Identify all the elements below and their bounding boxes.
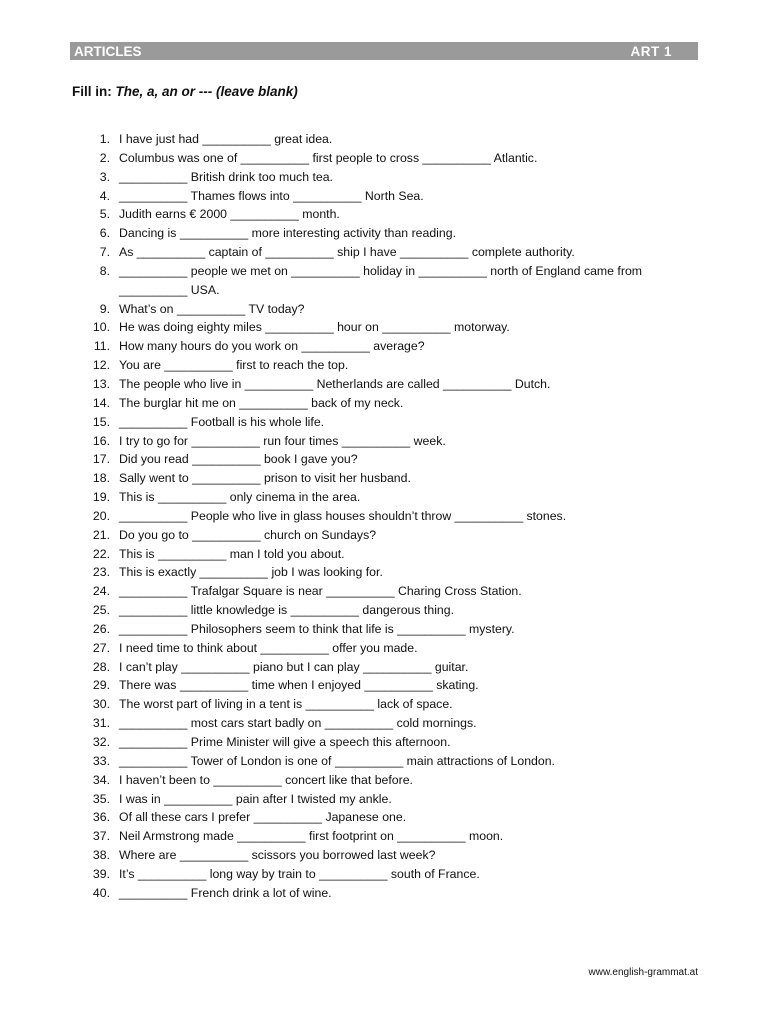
list-item (80, 469, 700, 488)
item-text: This is __________ only cinema in the area. (119, 490, 361, 505)
list-item (80, 733, 700, 752)
item-text: This is exactly __________ job I was looking for. (119, 565, 383, 580)
list-item (80, 846, 700, 865)
item-text: __________ most cars start badly on __________ cold mornings. (119, 716, 477, 731)
item-number: 24. (92, 584, 110, 599)
list-item (80, 752, 700, 771)
item-text: __________ People who live in glass houses shouldn’t throw __________ stones. (119, 508, 567, 523)
list-item (80, 771, 700, 790)
item-number: 20. (92, 508, 110, 523)
item-number: 40. (92, 885, 110, 900)
item-text: __________ Trafalgar Square is near __________ Charing Cross Station. (119, 584, 522, 599)
item-number: 36. (92, 810, 110, 825)
item-text: What’s on __________ TV today? (119, 301, 305, 316)
list-item (80, 375, 700, 394)
instruction-emphasis: The, a, an or --- (leave blank) (115, 84, 298, 99)
list-item (80, 356, 700, 375)
item-text: Sally went to __________ prison to visit her husband. (119, 471, 411, 486)
item-text: He was doing eighty miles __________ hour on __________ motorway. (119, 320, 510, 335)
item-number: 5. (99, 207, 110, 222)
item-number: 31. (92, 716, 110, 731)
item-text: Neil Armstrong made __________ first footprint on __________ moon. (119, 829, 504, 844)
item-number: 1. (99, 132, 110, 146)
item-number: 29. (92, 678, 110, 693)
item-text: __________ people we met on __________ holiday in __________ north of England came from __________ USA. (119, 263, 643, 297)
list-item (80, 149, 700, 168)
item-number: 13. (92, 376, 110, 391)
item-number: 12. (92, 358, 110, 373)
item-number: 39. (92, 866, 110, 881)
list-item (80, 714, 700, 733)
list-item (80, 676, 700, 695)
item-number: 30. (92, 697, 110, 712)
item-text: Dancing is __________ more interesting activity than reading. (119, 226, 457, 241)
list-item (80, 488, 700, 507)
item-text: __________ little knowledge is __________ dangerous thing. (119, 603, 455, 618)
list-item (80, 507, 700, 526)
item-number: 16. (92, 433, 110, 448)
list-item (80, 790, 700, 809)
list-item (80, 243, 700, 262)
list-item (80, 262, 700, 300)
list-item (80, 168, 700, 187)
item-number: 15. (92, 414, 110, 429)
item-text: __________ Thames flows into __________ North Sea. (119, 188, 424, 203)
list-item (80, 827, 700, 846)
item-number: 8. (99, 263, 110, 278)
list-item (80, 884, 700, 903)
item-number: 35. (92, 791, 110, 806)
list-item (80, 432, 700, 451)
item-text: This is __________ man I told you about. (119, 546, 345, 561)
item-number: 32. (92, 735, 110, 749)
item-number: 4. (99, 188, 110, 203)
list-item (80, 865, 700, 884)
item-number: 33. (92, 753, 110, 768)
item-number: 21. (92, 527, 110, 542)
item-text: __________ Tower of London is one of __________ main attractions of London. (119, 753, 555, 768)
footer-url: www.english-grammat.at (588, 967, 698, 978)
header-bar (70, 42, 698, 60)
list-item (80, 300, 700, 319)
item-number: 27. (92, 640, 110, 655)
list-item (80, 413, 700, 432)
item-number: 7. (99, 245, 110, 260)
item-text: The burglar hit me on __________ back of my neck. (119, 395, 404, 410)
list-item (80, 563, 700, 582)
item-number: 34. (92, 772, 110, 787)
item-number: 22. (92, 546, 110, 561)
item-text: Columbus was one of __________ first people to cross __________ Atlantic. (119, 150, 538, 165)
item-text: __________ British drink too much tea. (119, 169, 333, 184)
exercise-list (80, 130, 700, 903)
item-number: 6. (99, 226, 110, 241)
list-item (80, 318, 700, 337)
instruction-prefix: Fill in: (72, 84, 116, 99)
item-number: 28. (92, 659, 110, 674)
item-text: I try to go for __________ run four times __________ week. (119, 433, 446, 448)
item-text: The worst part of living in a tent is __________ lack of space. (119, 697, 453, 712)
item-text: Judith earns € 2000 __________ month. (119, 207, 340, 222)
list-item (80, 601, 700, 620)
item-text: It’s __________ long way by train to __________ south of France. (119, 866, 480, 881)
item-text: You are __________ first to reach the top. (119, 358, 349, 373)
item-number: 2. (99, 150, 110, 165)
item-text: __________ Football is his whole life. (119, 414, 325, 429)
item-text: I need time to think about __________ offer you made. (119, 640, 418, 655)
item-number: 18. (92, 471, 110, 486)
item-text: I have just had __________ great idea. (119, 132, 333, 146)
item-text: Do you go to __________ church on Sundays? (119, 527, 377, 542)
list-item (80, 582, 700, 601)
item-number: 11. (93, 339, 110, 354)
item-text: Of all these cars I prefer __________ Japanese one. (119, 810, 407, 825)
item-number: 17. (92, 452, 110, 467)
item-text: Did you read __________ book I gave you? (119, 452, 358, 467)
item-text: There was __________ time when I enjoyed __________ skating. (119, 678, 479, 693)
item-number: 3. (99, 169, 110, 184)
item-number: 19. (92, 490, 110, 505)
list-item (80, 394, 700, 413)
list-item (80, 639, 700, 658)
list-item (80, 130, 700, 149)
item-number: 14. (92, 395, 110, 410)
header-code: ART 1 (630, 43, 672, 59)
list-item (80, 224, 700, 243)
list-item (80, 187, 700, 206)
item-text: The people who live in __________ Netherlands are called __________ Dutch. (119, 376, 551, 391)
list-item (80, 545, 700, 564)
item-text: __________ French drink a lot of wine. (119, 885, 332, 900)
item-text: I haven’t been to __________ concert like that before. (119, 772, 413, 787)
item-number: 37. (92, 829, 110, 844)
item-text: __________ Philosophers seem to think that life is __________ mystery. (119, 621, 515, 636)
header-title: ARTICLES (74, 43, 142, 59)
list-item (80, 205, 700, 224)
list-item (80, 695, 700, 714)
item-number: 23. (92, 565, 110, 580)
item-text: I was in __________ pain after I twisted my ankle. (119, 791, 392, 806)
list-item (80, 620, 700, 639)
item-text: Where are __________ scissors you borrowed last week? (119, 848, 436, 863)
item-text: I can’t play __________ piano but I can play __________ guitar. (119, 659, 469, 674)
list-item (80, 450, 700, 469)
item-number: 26. (92, 621, 110, 636)
list-item (80, 808, 700, 827)
item-number: 9. (99, 301, 110, 316)
item-number: 25. (92, 603, 110, 618)
item-text: How many hours do you work on __________ average? (119, 339, 425, 354)
list-item (80, 337, 700, 356)
instruction (72, 84, 298, 99)
item-number: 10. (92, 320, 110, 335)
item-number: 38. (92, 848, 110, 863)
item-text: As __________ captain of __________ ship I have __________ complete authority. (119, 245, 575, 260)
list-item (80, 658, 700, 677)
list-item (80, 526, 700, 545)
item-text: __________ Prime Minister will give a speech this afternoon. (119, 735, 451, 749)
